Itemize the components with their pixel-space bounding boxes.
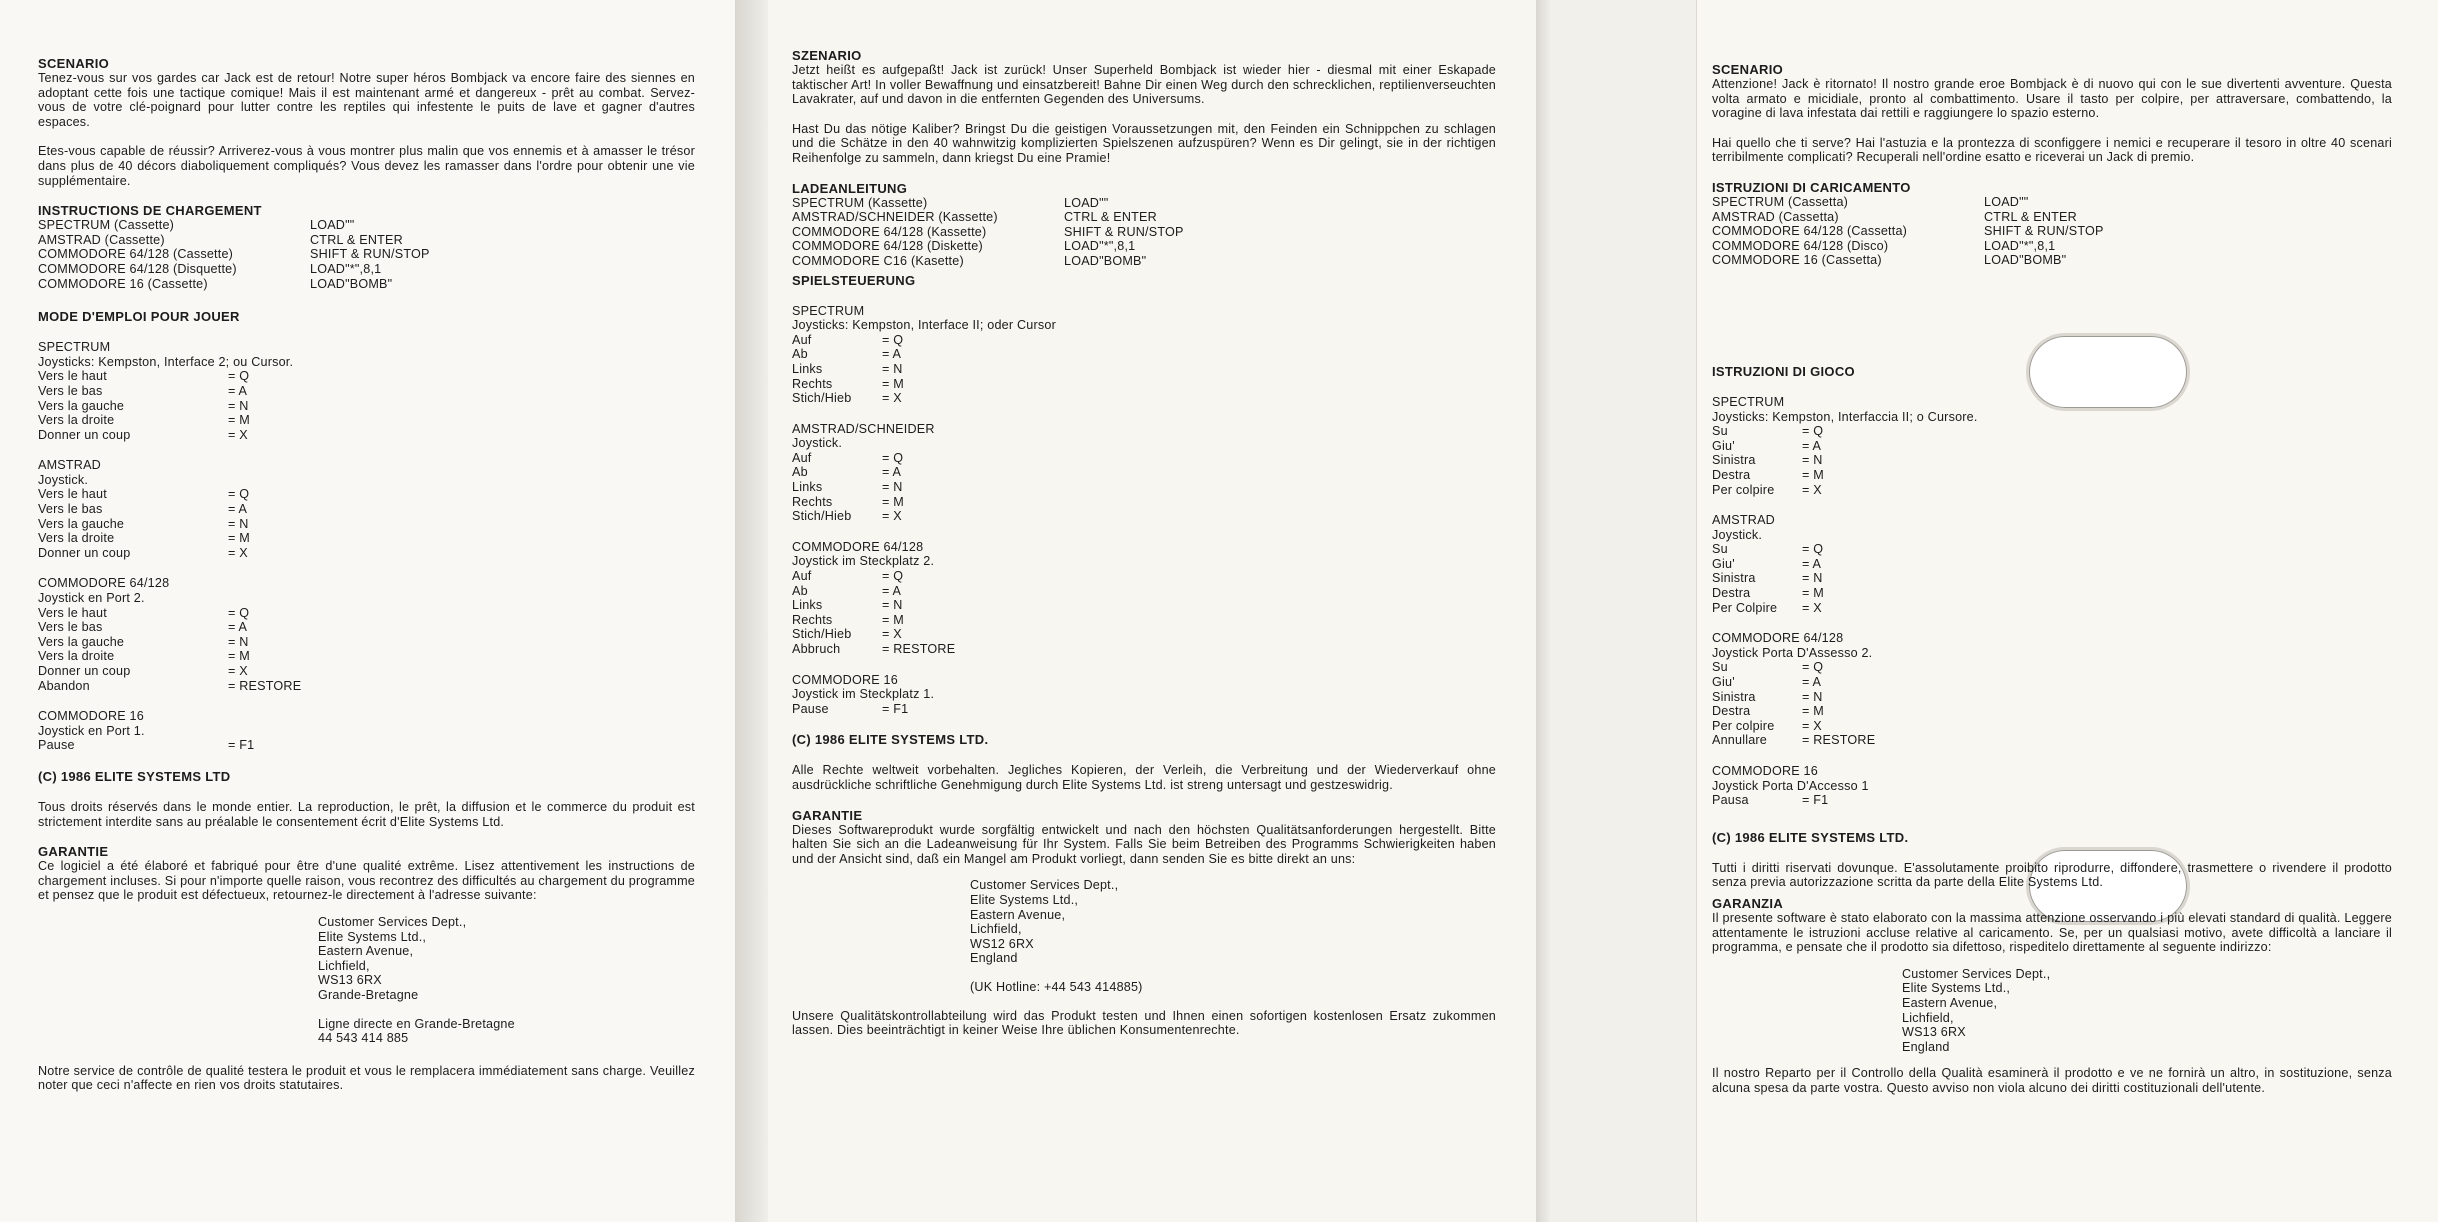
- control-key: = M: [1802, 467, 1824, 482]
- fr-amstrad-sub: Joystick.: [38, 472, 89, 487]
- control-action: Auf: [792, 569, 812, 584]
- address-line: Eastern Avenue,: [970, 907, 1066, 922]
- control-action: Vers le haut: [38, 369, 107, 384]
- control-key: = Q: [1802, 542, 1824, 557]
- control-action: Destra: [1712, 704, 1751, 719]
- control-key: = Q: [882, 569, 904, 584]
- control-key: = N: [1802, 689, 1823, 704]
- de-spectrum-controls: [792, 333, 1496, 406]
- control-key: = RESTORE: [228, 678, 302, 693]
- fr-spectrum-sub: Joysticks: Kempston, Interface 2; ou Cursor.: [38, 354, 294, 369]
- load-key: COMMODORE C16 (Kasette): [792, 253, 964, 268]
- control-action: Destra: [1712, 467, 1751, 482]
- fr-load-row: [38, 262, 695, 277]
- control-key: = A: [1802, 675, 1822, 690]
- control-action: Su: [1712, 542, 1728, 557]
- control-key: = A: [228, 383, 248, 398]
- de-c16-sub: Joystick im Steckplatz 1.: [792, 687, 935, 702]
- fold-gap: [1536, 0, 1550, 1222]
- load-cmd: LOAD"BOMB": [310, 276, 393, 291]
- address-line: Elite Systems Ltd.,: [970, 892, 1079, 907]
- control-key: = F1: [1802, 793, 1829, 808]
- it-scenario-title: SCENARIO: [1712, 62, 1784, 77]
- control-action: Giu': [1712, 675, 1735, 690]
- control-key: = M: [228, 413, 250, 428]
- fr-garantie-title: GARANTIE: [38, 844, 109, 860]
- it-c64-title: COMMODORE 64/128: [1712, 631, 1844, 646]
- address-line: WS13 6RX: [1902, 1025, 1966, 1040]
- address-line: Lichfield,: [1902, 1010, 1954, 1025]
- control-action: Links: [792, 480, 823, 495]
- load-cmd: LOAD"*",8,1: [310, 261, 382, 276]
- control-action: Stich/Hieb: [792, 509, 852, 524]
- control-key: = N: [228, 634, 249, 649]
- fr-c16-sub: Joystick en Port 1.: [38, 723, 145, 738]
- control-key: = Q: [1802, 424, 1824, 439]
- hotline-line: Ligne directe en Grande-Bretagne: [318, 1016, 515, 1031]
- control-key: = RESTORE: [882, 642, 956, 656]
- fr-spectrum-controls: [38, 369, 695, 442]
- it-c16-title: COMMODORE 16: [1712, 764, 1818, 778]
- load-cmd: LOAD"BOMB": [1064, 253, 1147, 268]
- de-amstrad-controls: [792, 451, 1496, 524]
- it-spectrum-title: SPECTRUM: [1712, 394, 1785, 409]
- de-c16-title: COMMODORE 16: [792, 672, 898, 687]
- control-key: = A: [882, 465, 902, 480]
- address-line: Customer Services Dept.,: [1902, 966, 2051, 981]
- address-line: WS13 6RX: [318, 973, 382, 988]
- it-mode-title: ISTRUZIONI DI GIOCO: [1712, 363, 1855, 379]
- de-copyright-text: Alle Rechte weltweit vorbehalten. Jegliches Kopieren, der Verleih, die Verbreitung und der Wiederverkauf ohne ausdrückliche schriftliche Genehmigung durch Elite Systems Ltd. ist streng untersagt und gestzeswidrig.: [792, 763, 1496, 792]
- control-key: = Q: [1802, 660, 1824, 675]
- load-cmd: CTRL & ENTER: [1064, 210, 1157, 225]
- control-action: Auf: [792, 332, 812, 347]
- control-action: Sinistra: [1712, 571, 1756, 586]
- it-copyright-title: (C) 1986 ELITE SYSTEMS LTD.: [1712, 829, 1909, 845]
- de-amstrad-sub: Joystick.: [792, 436, 843, 451]
- it-amstrad-sub: Joystick.: [1712, 527, 1763, 542]
- control-action: Rechts: [792, 376, 833, 391]
- address-line: Eastern Avenue,: [1902, 995, 1998, 1010]
- it-scenario-p1: Attenzione! Jack è ritornato! Il nostro grande eroe Bombjack è di nuovo qui con le sue divertenti avventure. Questa volta armato e micidiale, pronto al combattimento. Usare il tasto per colpire, per attraversare, combattendo, la voragine di lava infestata dai rettili e raggiungere lo spazio esterno.: [1712, 77, 2392, 121]
- address-line: Customer Services Dept.,: [318, 914, 467, 929]
- address-line: Eastern Avenue,: [318, 944, 414, 959]
- de-spectrum-sub: Joysticks: Kempston, Interface II; oder Cursor: [792, 318, 1056, 333]
- load-cmd: CTRL & ENTER: [1984, 209, 2077, 224]
- control-key: = X: [1802, 600, 1822, 615]
- load-cmd: SHIFT & RUN/STOP: [1984, 224, 2104, 239]
- it-address: [1902, 967, 2392, 1055]
- load-key: COMMODORE 64/128 (Disquette): [38, 261, 237, 276]
- load-key: COMMODORE 64/128 (Cassette): [38, 247, 234, 262]
- load-key: AMSTRAD (Cassette): [38, 232, 165, 247]
- control-action: Vers la droite: [38, 649, 115, 664]
- de-mode-title: SPIELSTEUERUNG: [792, 272, 916, 288]
- de-load-table: [792, 196, 1496, 269]
- control-action: Donner un coup: [38, 545, 131, 560]
- fr-c16-controls: [38, 738, 695, 753]
- fr-garantie-text: Ce logiciel a été élaboré et fabriqué pour être d'une qualité extrême. Lisez attentivement les instructions de chargement incluses. Si pour n'importe quelle raison, vous recontrez des difficultés au chargement du programme et pensez que le produit est défectueux, retournez-le directement à l'adresse suivante:: [38, 859, 695, 903]
- control-action: Vers la gauche: [38, 398, 125, 413]
- control-key: = X: [228, 664, 248, 678]
- address-line: Lichfield,: [970, 922, 1022, 937]
- control-key: = X: [1802, 718, 1822, 733]
- fr-c16-title: COMMODORE 16: [38, 709, 144, 724]
- control-action: Pausa: [1712, 793, 1749, 808]
- control-key: = F1: [228, 738, 255, 753]
- it-c16-sub: Joystick Porta D'Accesso 1: [1712, 778, 1869, 793]
- fr-scenario-p1: Tenez-vous sur vos gardes car Jack est de retour! Notre super héros Bombjack va encore faire des siennes en adoptant cette fois une tactique comique! Mais il est maintenant armé et dangereux - prêt au combat. Servez-vous de votre clé-poignard pour lutter contre les reptiles qui infestente le puits de lave et gagner d'autres espaces.: [38, 71, 695, 129]
- address-line: WS12 6RX: [970, 936, 1034, 951]
- control-key: = Q: [882, 332, 904, 347]
- control-action: Vers la droite: [38, 413, 115, 428]
- fr-c64-sub: Joystick en Port 2.: [38, 591, 145, 606]
- control-action: Su: [1712, 424, 1728, 439]
- control-action: Links: [792, 361, 823, 376]
- it-garantie-text: Il presente software è stato elaborato con la massima attenzione osservando i più elevati standard di qualità. Leggere attentamente le istruzioni accluse relative al caricamento. Se, per un qualsiasi motivo, avete difficoltà a lanciare il programma, e pensate che il prodotto sia difettoso, rispeditelo direttamente al seguente indirizzo:: [1712, 910, 2392, 955]
- de-garantie-title: GARANTIE: [792, 807, 863, 823]
- control-key: = N: [882, 361, 903, 376]
- control-key: = M: [228, 649, 250, 664]
- de-c64-sub: Joystick im Steckplatz 2.: [792, 554, 935, 569]
- load-cmd: SHIFT & RUN/STOP: [310, 247, 430, 262]
- panel-italian: [1550, 0, 2438, 1222]
- it-amstrad-controls: [1712, 542, 2392, 615]
- control-key: = N: [882, 480, 903, 495]
- fr-address: [318, 915, 695, 1046]
- fr-load-row: [38, 218, 695, 233]
- control-key: = X: [882, 509, 902, 524]
- de-c64-title: COMMODORE 64/128: [792, 539, 924, 554]
- it-spectrum-sub: Joysticks: Kempston, Interfaccia II; o Cursore.: [1712, 409, 1978, 424]
- control-action: Vers la gauche: [38, 516, 125, 531]
- control-action: Links: [792, 598, 823, 613]
- load-cmd: LOAD"*",8,1: [1064, 239, 1136, 254]
- address-line: Customer Services Dept.,: [970, 878, 1119, 893]
- control-key: = A: [1802, 438, 1822, 453]
- de-amstrad-title: AMSTRAD/SCHNEIDER: [792, 421, 935, 436]
- fr-amstrad-controls: [38, 487, 695, 560]
- control-action: Vers le bas: [38, 383, 103, 398]
- control-key: = A: [882, 583, 902, 598]
- control-action: Per colpire: [1712, 482, 1775, 497]
- control-key: = N: [1802, 571, 1823, 586]
- it-load-title: ISTRUZIONI DI CARICAMENTO: [1712, 179, 1911, 195]
- control-action: Vers le haut: [38, 487, 107, 502]
- control-action: Ab: [792, 465, 808, 480]
- fr-scenario-p2: Etes-vous capable de réussir? Arriverez-vous à vous montrer plus malin que vos ennemis et à amasser le trésor dans plus de 40 décors diaboliquement compliqués? Vous devez les ramasser dans l'ordre pour obtenir une vie supplémentaire.: [38, 144, 695, 188]
- load-key: COMMODORE 16 (Cassetta): [1712, 253, 1882, 268]
- load-key: COMMODORE 64/128 (Cassetta): [1712, 224, 1908, 239]
- load-cmd: SHIFT & RUN/STOP: [1064, 224, 1184, 239]
- control-key: = A: [1802, 556, 1822, 571]
- control-key: = M: [882, 494, 904, 509]
- it-spectrum-controls: [1712, 424, 2392, 497]
- control-action: Vers la gauche: [38, 634, 125, 649]
- fr-c64-controls: [38, 606, 695, 694]
- it-closing-text: Il nostro Reparto per il Controllo della Qualità esaminerà il prodotto e ve ne fornirà un altro, in sostituzione, senza alcuna spesa da parte vostra. Questo avviso non viola alcuno dei diritti costituzionali dell'utente.: [1712, 1066, 2392, 1095]
- address-line: Grande-Bretagne: [318, 987, 419, 1002]
- address-line: England: [970, 951, 1018, 966]
- control-key: = Q: [228, 605, 250, 620]
- load-key: COMMODORE 64/128 (Diskette): [792, 239, 983, 254]
- control-key: = A: [882, 347, 902, 362]
- it-content: [1712, 62, 2392, 1111]
- fr-spectrum-title: SPECTRUM: [38, 340, 111, 355]
- hotline-line: (UK Hotline: +44 543 414885): [970, 979, 1143, 994]
- fold-gap: [735, 0, 768, 1222]
- load-key: SPECTRUM (Kassette): [792, 195, 928, 210]
- control-key: = X: [1802, 482, 1822, 497]
- address-line: England: [1902, 1039, 1950, 1054]
- control-action: Vers le bas: [38, 502, 103, 517]
- control-key: = M: [882, 612, 904, 627]
- control-action: Donner un coup: [38, 427, 131, 442]
- fr-load-table: [38, 218, 695, 291]
- load-cmd: LOAD"": [310, 218, 355, 233]
- control-action: Stich/Hieb: [792, 391, 852, 406]
- control-key: = RESTORE: [1802, 733, 1876, 748]
- load-cmd: LOAD"": [1064, 195, 1109, 210]
- it-scenario-p2: Hai quello che ti serve? Hai l'astuzia e la prontezza di sconfiggere i nemici e recuperare il tesoro in oltre 40 scenari terribilmente complicati? Recuperali nell'ordine esatto e riceverai un Jack di premio.: [1712, 135, 2392, 165]
- control-key: = M: [1802, 586, 1824, 601]
- control-action: Annullare: [1712, 733, 1768, 748]
- de-c16-controls: [792, 702, 1496, 717]
- load-key: AMSTRAD/SCHNEIDER (Kassette): [792, 210, 998, 225]
- control-key: = X: [228, 427, 248, 442]
- de-scenario-p1: Jetzt heißt es aufgepaßt! Jack ist zurück! Unser Superheld Bombjack ist wieder hier - diesmal mit einer Eskapade taktischer Art! In voller Bewaffnung und einsatzbereit! Bahne Dir einen Weg durch den schrecklichen, reptilienverseuchten Lavakrater, auf und davon in die entfernten Gegenden des Universums.: [792, 63, 1496, 107]
- it-load-table: [1712, 195, 2392, 268]
- control-key: = N: [228, 398, 249, 413]
- control-key: = A: [228, 620, 248, 635]
- control-action: Su: [1712, 660, 1728, 675]
- it-c64-controls: [1712, 660, 2392, 748]
- control-key: = M: [228, 531, 250, 546]
- load-cmd: LOAD"BOMB": [1984, 253, 2067, 268]
- control-key: = Q: [228, 369, 250, 384]
- panel-german: [768, 0, 1536, 1222]
- control-key: = A: [228, 502, 248, 517]
- fr-amstrad-title: AMSTRAD: [38, 458, 101, 473]
- control-key: = X: [228, 545, 248, 560]
- load-key: SPECTRUM (Cassetta): [1712, 194, 1849, 209]
- load-key: COMMODORE 16 (Cassette): [38, 276, 208, 291]
- control-action: Auf: [792, 450, 812, 465]
- address-line: Elite Systems Ltd.,: [1902, 981, 2011, 996]
- panel-french: [0, 0, 735, 1222]
- de-closing-text: Unsere Qualitätskontrollabteilung wird das Produkt testen und Ihnen einen sofortigen kostenlosen Ersatz zukommen lassen. Dies beeinträchtigt in keiner Weise Ihre üblichen Konsumentenrechte.: [792, 1008, 1496, 1038]
- load-key: COMMODORE 64/128 (Disco): [1712, 238, 1889, 253]
- control-action: Abandon: [38, 678, 90, 693]
- de-load-title: LADEANLEITUNG: [792, 180, 908, 196]
- control-action: Donner un coup: [38, 664, 131, 678]
- control-key: = X: [882, 627, 902, 642]
- control-action: Rechts: [792, 494, 833, 509]
- control-key: = Q: [228, 487, 250, 502]
- control-action: Ab: [792, 583, 808, 598]
- control-action: Stich/Hieb: [792, 627, 852, 642]
- load-cmd: CTRL & ENTER: [310, 232, 403, 247]
- fr-mode-title: MODE D'EMPLOI POUR JOUER: [38, 309, 240, 325]
- control-action: Ab: [792, 347, 808, 362]
- load-key: SPECTRUM (Cassette): [38, 218, 175, 233]
- inlay-flap: [1550, 0, 1697, 1222]
- fr-c64-title: COMMODORE 64/128: [38, 576, 170, 591]
- control-action: Pause: [38, 738, 75, 753]
- it-amstrad-title: AMSTRAD: [1712, 513, 1775, 528]
- control-key: = M: [1802, 704, 1824, 719]
- de-garantie-text: Dieses Softwareprodukt wurde sorgfältig entwickelt und nach den höchsten Qualitätsanforderungen hergestellt. Bitte halten Sie sich an die Ladeanweisung für Ihr System. Falls Sie beim Betreiben des Programms Schwierigkeiten haben und der Ansicht sind, daß ein Mangel am Produkt vorliegt, dann senden Sie es bitte direkt an uns:: [792, 822, 1496, 866]
- de-c64-controls: [792, 569, 1496, 657]
- control-key: = N: [1802, 453, 1823, 468]
- fr-scenario-title: SCENARIO: [38, 56, 110, 71]
- hotline-number: 44 543 414 885: [318, 1031, 409, 1046]
- address-line: Elite Systems Ltd.,: [318, 929, 427, 944]
- control-action: Giu': [1712, 438, 1735, 453]
- fr-load-title: INSTRUCTIONS DE CHARGEMENT: [38, 203, 262, 219]
- control-action: Per Colpire: [1712, 600, 1778, 615]
- de-scenario-p2: Hast Du das nötige Kaliber? Bringst Du die geistigen Voraussetzungen mit, den Feinden ein Schnippchen zu schlagen und die Schätze in den 40 wahnwitzig komplizierten Spielszenen aufzuspüren? Wenn es Dir gelingt, sie in der richtigen Reihenfolge zu sammeln, dann kriegst Du eine Pramie!: [792, 121, 1496, 165]
- control-key: = M: [882, 376, 904, 391]
- de-spectrum-title: SPECTRUM: [792, 303, 865, 318]
- it-c16-controls: [1712, 793, 2392, 808]
- control-action: Vers le bas: [38, 620, 103, 635]
- fr-closing-text: Notre service de contrôle de qualité testera le produit et vous le remplacera immédiatement sans charge. Veuillez noter que ceci n'affecte en rien vos droits statutaires.: [38, 1063, 695, 1093]
- control-action: Rechts: [792, 612, 833, 627]
- de-scenario-title: SZENARIO: [792, 48, 862, 63]
- control-action: Vers le haut: [38, 605, 107, 620]
- control-action: Destra: [1712, 586, 1751, 601]
- de-copyright-title: (C) 1986 ELITE SYSTEMS LTD.: [792, 732, 989, 748]
- it-c64-sub: Joystick Porta D'Assesso 2.: [1712, 645, 1873, 660]
- load-key: COMMODORE 64/128 (Kassette): [792, 224, 987, 239]
- address-line: Lichfield,: [318, 958, 370, 973]
- control-action: Pause: [792, 701, 829, 716]
- it-copyright-text: Tutti i diritti riservati dovunque. E'assolutamente proibito riprodurre, diffondere, trasmettere o rivendere il prodotto senza previa autorizzazione scritta da parte della Elite Systems Ltd.: [1712, 860, 2392, 890]
- fr-copyright-title: (C) 1986 ELITE SYSTEMS LTD: [38, 768, 231, 784]
- it-garantie-title: GARANZIA: [1712, 895, 1784, 911]
- control-action: Per colpire: [1712, 718, 1775, 733]
- control-action: Abbruch: [792, 642, 841, 656]
- control-action: Sinistra: [1712, 689, 1756, 704]
- control-action: Sinistra: [1712, 453, 1756, 468]
- load-cmd: LOAD"*",8,1: [1984, 238, 2056, 253]
- control-key: = F1: [882, 701, 909, 716]
- control-key: = X: [882, 391, 902, 406]
- load-cmd: LOAD"": [1984, 194, 2029, 209]
- control-action: Giu': [1712, 556, 1735, 571]
- de-address: [970, 878, 1496, 994]
- fr-load-row: [38, 233, 695, 248]
- control-action: Vers la droite: [38, 531, 115, 546]
- control-key: = N: [228, 516, 249, 531]
- control-key: = N: [882, 598, 903, 613]
- fr-load-row: [38, 247, 695, 262]
- load-key: AMSTRAD (Cassetta): [1712, 209, 1839, 224]
- fr-load-row: [38, 277, 695, 292]
- fr-copyright-text: Tous droits réservés dans le monde entier. La reproduction, le prêt, la diffusion et le commerce du produit est strictement interdite sans au préalable le consentement écrit d'Elite Systems Ltd.: [38, 799, 695, 829]
- control-key: = Q: [882, 450, 904, 465]
